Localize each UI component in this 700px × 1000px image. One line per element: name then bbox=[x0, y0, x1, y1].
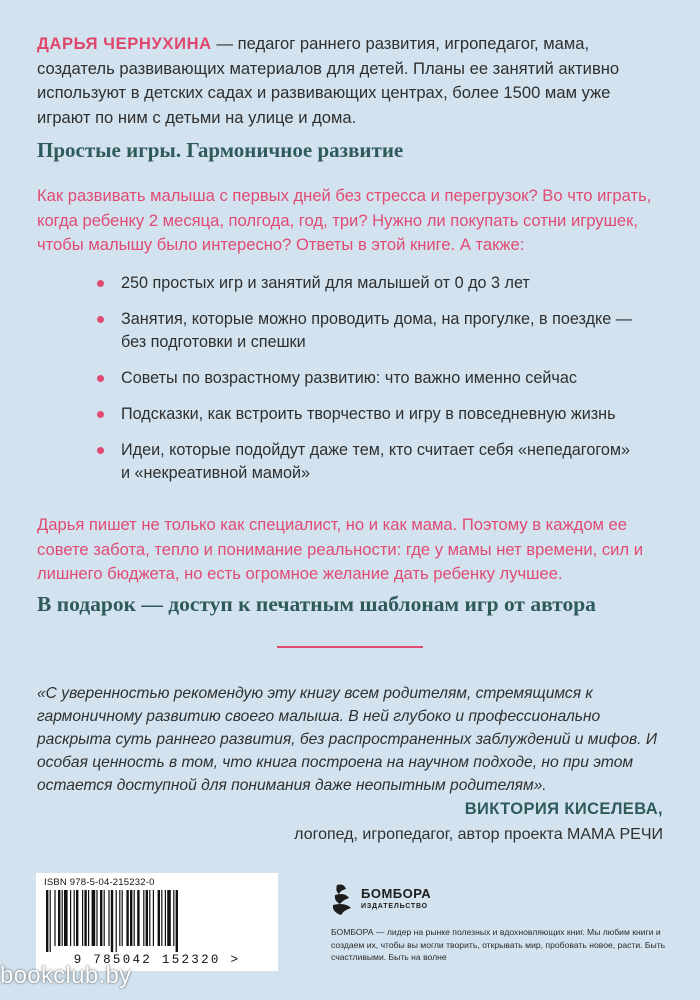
author-intro bbox=[37, 32, 667, 130]
barcode-bar bbox=[126, 890, 128, 946]
outro-paragraph: Дарья пишет не только как специалист, но и как мама. Поэтому в каждом ее совете забота, тепло и понимание реальности: где у мамы нет времени, сил и лишнего бюджета, но есть огромное желание дать ребенку лучшее. bbox=[37, 515, 643, 583]
bullet-dot-icon bbox=[97, 411, 104, 418]
barcode-bar bbox=[70, 890, 71, 946]
barcode-bar bbox=[108, 890, 109, 946]
barcode-bar bbox=[54, 890, 55, 946]
reviewer-name: ВИКТОРИЯ КИСЕЛЕВА, bbox=[464, 800, 663, 818]
barcode-bar bbox=[149, 890, 150, 946]
review-quote: «С уверенностью рекомендую эту книгу всем родителям, стремящимся к гармоничному развитию своего малыша. В ней глубоко и профессионально раскрыта суть раннего развития, без распространенных заблуждений и мифов. И особая ценность в том, что книга построена на научном подходе, но при этом остается доступной для понимания даже неопытным родителям». bbox=[37, 685, 657, 794]
barcode-bar bbox=[143, 890, 144, 946]
barcode-bar bbox=[84, 890, 86, 946]
bullet-dot-icon bbox=[97, 280, 104, 287]
barcode-bar bbox=[76, 890, 78, 946]
barcode-bar bbox=[111, 890, 113, 952]
barcode-bar bbox=[173, 890, 174, 946]
barcode-icon bbox=[46, 890, 268, 952]
barcode-bar bbox=[82, 890, 83, 946]
barcode-bar bbox=[46, 890, 48, 952]
gift-heading: В подарок — доступ к печатным шаблонам игр от автора bbox=[37, 592, 596, 616]
barcode-bar bbox=[104, 890, 105, 946]
barcode-bar bbox=[62, 890, 63, 946]
barcode-bar bbox=[176, 890, 178, 952]
bullet-dot-icon bbox=[97, 447, 104, 454]
barcode-bar bbox=[88, 890, 89, 946]
barcode-bar bbox=[116, 890, 117, 952]
barcode-bar bbox=[92, 890, 96, 946]
barcode-bar bbox=[146, 890, 148, 946]
barcode-bar bbox=[158, 890, 160, 946]
barcode-bar bbox=[134, 890, 135, 946]
barcode-digits: 9 785042 152320 > bbox=[73, 953, 241, 967]
list-item: Советы по возрастному развитию: что важно именно сейчас bbox=[97, 367, 637, 390]
bullet-dot-icon bbox=[97, 375, 104, 382]
barcode-bar bbox=[119, 890, 120, 946]
reviewer-role: логопед, игропедагог, автор проекта МАМА РЕЧИ bbox=[294, 826, 663, 843]
publisher-subtitle: ИЗДАТЕЛЬСТВО bbox=[361, 903, 428, 910]
bullet-dot-icon bbox=[97, 316, 104, 323]
barcode-bar bbox=[100, 890, 102, 946]
list-item: Занятия, которые можно проводить дома, на прогулке, в поездке — без подготовки и спешки bbox=[97, 308, 637, 354]
barcode-bar bbox=[137, 890, 139, 946]
barcode-bar bbox=[165, 890, 166, 946]
lead-paragraph: Как развивать малыша с первых дней без стресса и перегрузок? Во что играть, когда ребенку 2 месяца, полгода, год, три? Нужно ли покупать сотни игрушек, чтобы малышу было интересно? Ответы в этой книге. А также: bbox=[37, 186, 652, 254]
list-item: Идеи, которые подойдут даже тем, кто считает себя «непедагогом» и «некреативной мамой» bbox=[97, 439, 637, 485]
barcode-bar bbox=[96, 890, 97, 946]
publisher-name: БОМБОРА bbox=[361, 886, 432, 901]
barcode-bar bbox=[74, 890, 75, 946]
barcode-bar bbox=[161, 890, 162, 946]
author-intro-text: — педагог раннего развития, игропедагог, мама, создатель развивающих материалов для детей. Планы ее занятий активно используют в детских садах и развивающих центрах, более 1500 мам уже играют по ним с детьми на улице и дома. bbox=[37, 34, 620, 127]
feature-list bbox=[97, 272, 637, 485]
site-watermark: bookclub.by bbox=[0, 962, 132, 989]
barcode-bar bbox=[122, 890, 123, 946]
barcode-bar bbox=[58, 890, 60, 946]
barcode-bar bbox=[153, 890, 154, 946]
isbn-label: ISBN 978-5-04-215232-0 bbox=[44, 877, 155, 888]
publisher-blurb: БОМБОРА — лидер на рынке полезных и вдохновляющих книг. Мы любим книги и создаем их, чтобы вы могли творить, открывать мир, пробовать новое, расти. Быть счастливыми. Быть на волне bbox=[331, 927, 666, 962]
section-subtitle: Простые игры. Гармоничное развитие bbox=[37, 138, 404, 162]
list-item: 250 простых игр и занятий для малышей от 0 до 3 лет bbox=[97, 272, 637, 295]
barcode-bar bbox=[167, 890, 171, 946]
author-name: ДАРЬЯ ЧЕРНУХИНА bbox=[37, 34, 212, 53]
barcode-bar bbox=[50, 890, 51, 952]
barcode-block bbox=[36, 873, 278, 971]
barcode-bar bbox=[64, 890, 68, 946]
bombora-logo-icon bbox=[331, 883, 357, 917]
list-item: Подсказки, как встроить творчество и игру в повседневную жизнь bbox=[97, 403, 637, 426]
barcode-bar bbox=[130, 890, 132, 946]
section-divider bbox=[277, 646, 423, 648]
